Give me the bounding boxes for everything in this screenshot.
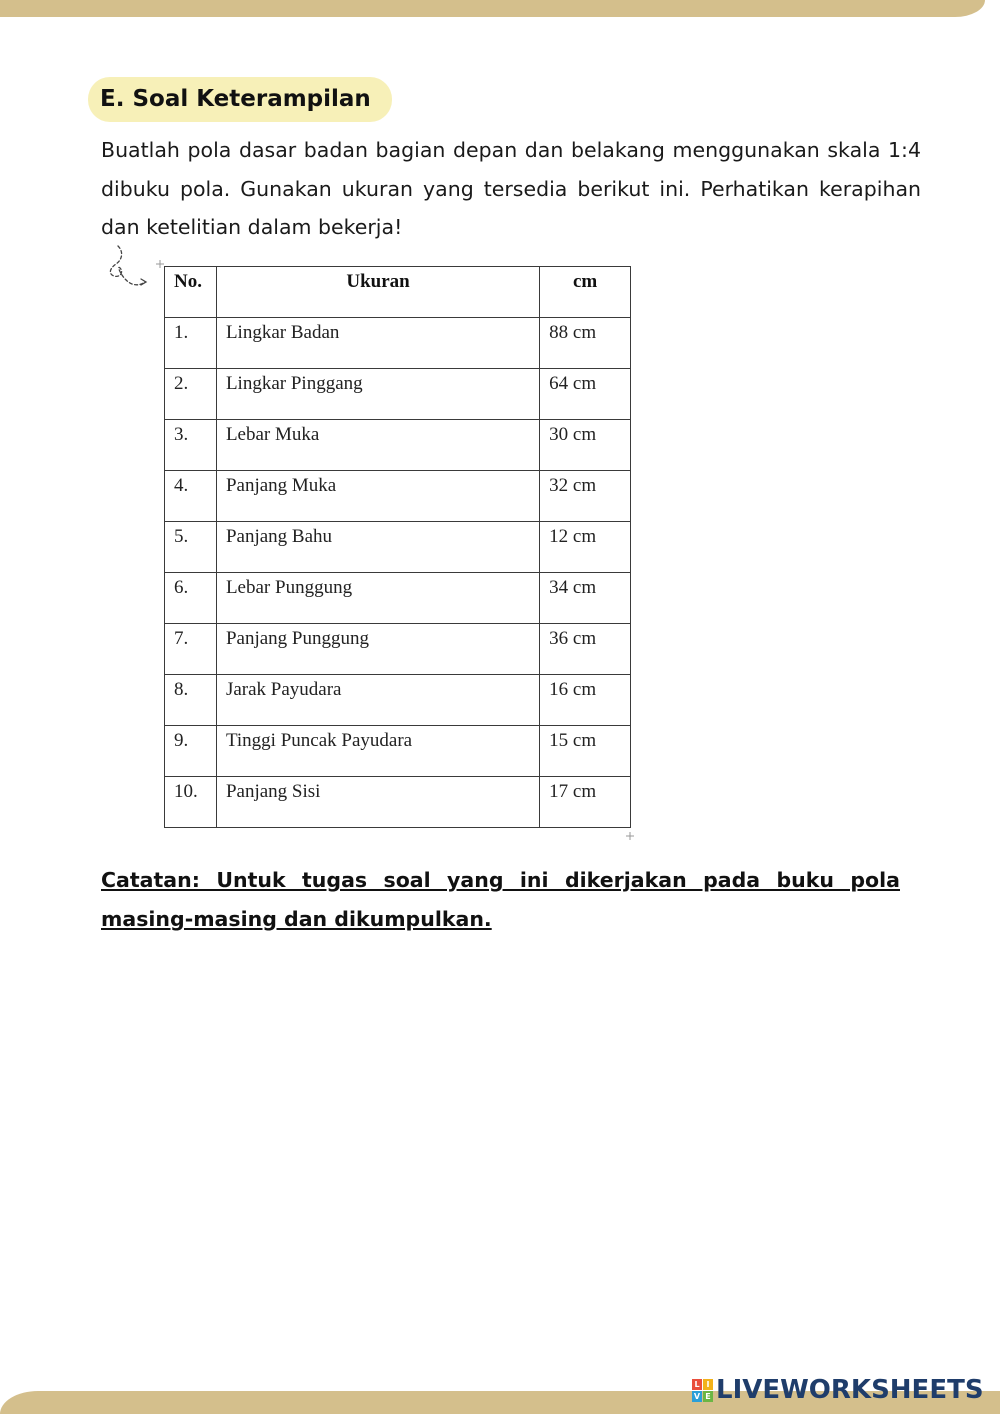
header-no: No. xyxy=(165,267,217,318)
header-ukuran: Ukuran xyxy=(216,267,539,318)
decorative-arrow-icon xyxy=(104,244,150,292)
row-measurement-value: 88 cm xyxy=(540,318,631,369)
row-number: 1. xyxy=(165,318,217,369)
table-row xyxy=(165,318,631,369)
row-measurement-value: 15 cm xyxy=(540,726,631,777)
table-row xyxy=(165,522,631,573)
row-number: 3. xyxy=(165,420,217,471)
row-number: 6. xyxy=(165,573,217,624)
row-number: 8. xyxy=(165,675,217,726)
table-anchor-mark xyxy=(156,260,164,268)
table-row xyxy=(165,369,631,420)
row-measurement-name: Panjang Sisi xyxy=(216,777,539,828)
table-row xyxy=(165,726,631,777)
row-measurement-value: 34 cm xyxy=(540,573,631,624)
row-measurement-value: 12 cm xyxy=(540,522,631,573)
row-measurement-value: 16 cm xyxy=(540,675,631,726)
row-measurement-value: 36 cm xyxy=(540,624,631,675)
table-row xyxy=(165,777,631,828)
row-measurement-name: Lingkar Pinggang xyxy=(216,369,539,420)
row-measurement-value: 30 cm xyxy=(540,420,631,471)
table-row xyxy=(165,675,631,726)
logo-letter: I xyxy=(703,1379,713,1390)
header-cm: cm xyxy=(540,267,631,318)
logo-letter: V xyxy=(693,1391,701,1401)
row-measurement-name: Lingkar Badan xyxy=(216,318,539,369)
logo-letter: E xyxy=(703,1391,713,1402)
row-number: 7. xyxy=(165,624,217,675)
row-number: 9. xyxy=(165,726,217,777)
brand-name: LIVEWORKSHEETS xyxy=(716,1375,984,1405)
row-measurement-value: 32 cm xyxy=(540,471,631,522)
instruction-text: Buatlah pola dasar badan bagian depan dan belakang menggunakan skala 1:4 dibuku pola. Gunakan ukuran yang tersedia berikut ini. Perhatikan kerapihan dan ketelitian dalam bekerja! xyxy=(101,138,921,239)
row-measurement-value: 17 cm xyxy=(540,777,631,828)
table-row xyxy=(165,624,631,675)
liveworksheets-logo-icon xyxy=(692,1379,713,1402)
table-row xyxy=(165,420,631,471)
section-title: E. Soal Keterampilan xyxy=(88,77,392,122)
logo-letter: L xyxy=(692,1379,702,1390)
row-measurement-name: Lebar Punggung xyxy=(216,573,539,624)
row-number: 4. xyxy=(165,471,217,522)
row-measurement-name: Panjang Punggung xyxy=(216,624,539,675)
row-number: 2. xyxy=(165,369,217,420)
row-measurement-name: Jarak Payudara xyxy=(216,675,539,726)
top-decorative-band xyxy=(0,0,985,17)
assignment-note: Catatan: Untuk tugas soal yang ini dikerjakan pada buku pola masing-masing dan dikumpulkan. xyxy=(101,868,900,931)
row-measurement-name: Panjang Muka xyxy=(216,471,539,522)
measurement-table xyxy=(164,266,631,828)
table-row xyxy=(165,471,631,522)
table-row xyxy=(165,573,631,624)
row-number: 10. xyxy=(165,777,217,828)
row-measurement-name: Tinggi Puncak Payudara xyxy=(216,726,539,777)
table-header-row xyxy=(165,267,631,318)
row-measurement-name: Panjang Bahu xyxy=(216,522,539,573)
table-resize-mark xyxy=(626,832,634,840)
row-measurement-name: Lebar Muka xyxy=(216,420,539,471)
row-number: 5. xyxy=(165,522,217,573)
liveworksheets-brand xyxy=(692,1374,984,1406)
row-measurement-value: 64 cm xyxy=(540,369,631,420)
